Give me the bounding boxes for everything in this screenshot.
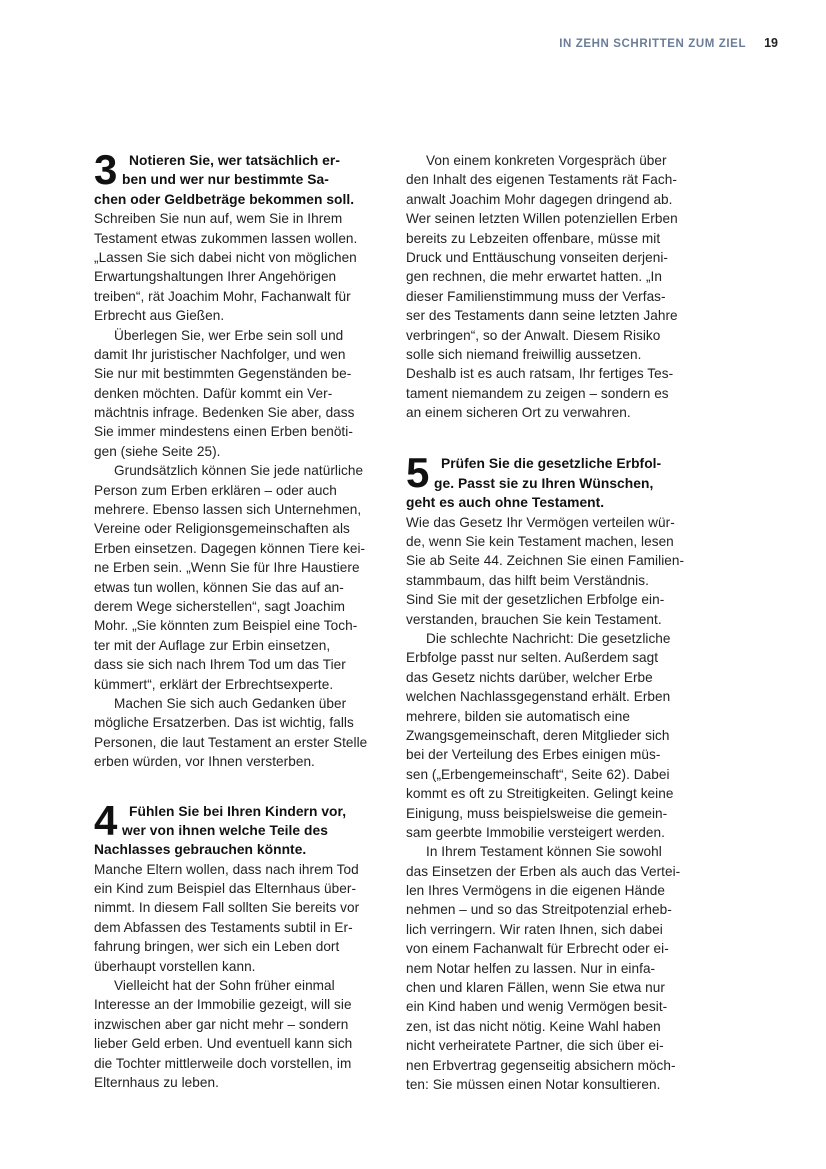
left-column <box>94 146 394 1092</box>
text-line: de, wenn Sie kein Testament machen, lesen <box>406 534 674 550</box>
paragraph <box>94 209 394 325</box>
text-line: welchen Nachlassgegenstand erhält. Erben <box>406 689 671 705</box>
step-heading-line: ben und wer nur bestimmte Sa- <box>122 172 329 188</box>
text-line: fahrung bringen, wer sich ein Leben dort <box>94 939 340 955</box>
paragraph <box>94 694 394 772</box>
step-heading-line: Notieren Sie, wer tatsächlich er- <box>129 153 340 168</box>
text-line: verstanden, brauchen Sie kein Testament. <box>406 611 662 627</box>
running-title: IN ZEHN SCHRITTEN ZUM ZIEL <box>559 38 747 50</box>
section-gap <box>94 772 394 802</box>
step-heading-line: geht es auch ohne Testament. <box>406 495 605 511</box>
text-line: Vielleicht hat der Sohn früher einmal <box>114 978 335 994</box>
text-line: die Tochter mittlerweile doch vorstellen, im <box>94 1055 352 1071</box>
step-number: 5 <box>406 449 429 497</box>
paragraph <box>406 629 706 842</box>
text-line: ein Kind haben und wenig Vermögen besit- <box>406 999 668 1015</box>
step-heading-line: Prüfen Sie die gesetzliche Erbfol- <box>441 456 662 472</box>
paragraph <box>94 860 394 976</box>
text-line: ein Kind zum Beispiel das Elternhaus über- <box>94 881 357 897</box>
text-line: Elternhaus zu leben. <box>94 1074 219 1090</box>
text-line: Mohr. „Sie könnten zum Beispiel eine Toch- <box>94 618 358 634</box>
text-line: Einigung, muss beispielsweise die gemein- <box>406 805 668 821</box>
text-line: In Ihrem Testament können Sie sowohl <box>426 844 662 860</box>
text-line: chen und klaren Fällen, wenn Sie etwa nur <box>406 980 665 996</box>
text-line: Grundsätzlich können Sie jede natürliche <box>114 463 364 479</box>
text-line: kommt es oft zu Streitigkeiten. Gelingt keine <box>406 786 674 802</box>
step-number: 4 <box>94 796 117 844</box>
text-line: Sie nur mit bestimmten Gegenständen be- <box>94 366 352 382</box>
step-heading-line: Nachlasses gebrauchen könnte. <box>94 842 307 858</box>
text-line: Erbrecht aus Gießen. <box>94 308 225 324</box>
text-line: dass sie sich nach Ihrem Tod um das Tier <box>94 657 346 673</box>
text-line: nem Notar helfen zu lassen. Nur in einfa- <box>406 960 656 976</box>
text-line: von einem Fachanwalt für Erbrecht oder ei- <box>406 941 669 957</box>
text-line: den Inhalt des eigenen Testaments rät Fach- <box>406 172 677 188</box>
text-line: derem Wege sicherstellen“, sagt Joachim <box>94 598 346 614</box>
step-heading-line: chen oder Geldbeträge bekommen soll. <box>94 191 355 207</box>
text-line: sen („Erbengemeinschaft“, Seite 62). Dabei <box>406 766 670 782</box>
text-line: dieser Familienstimmung muss der Verfas- <box>406 288 666 304</box>
paragraph <box>406 151 706 422</box>
text-line: sam geerbte Immobilie versteigert werden. <box>406 824 665 840</box>
text-line: bereits zu Lebzeiten offenbare, müsse mit <box>406 230 661 246</box>
text-line: Überlegen Sie, wer Erbe sein soll und <box>114 327 344 343</box>
text-line: Machen Sie sich auch Gedanken über <box>114 695 347 711</box>
text-line: das Einsetzen der Erben als auch das Vertei- <box>406 863 681 879</box>
text-line: ter mit der Auflage zur Erbin einsetzen, <box>94 637 331 653</box>
text-line: mehrere. Ebenso lassen sich Unternehmen, <box>94 502 362 518</box>
text-line: Sie immer mindestens einen Erben benöti- <box>94 424 353 440</box>
text-line: Sind Sie mit der gesetzlichen Erbfolge ein- <box>406 592 665 608</box>
text-line: Deshalb ist es auch ratsam, Ihr fertiges Tes- <box>406 366 674 382</box>
text-line: Erbfolge passt nur selten. Außerdem sagt <box>406 650 659 666</box>
text-line: an einem sicheren Ort zu verwahren. <box>406 405 631 421</box>
text-line: mächtnis infrage. Bedenken Sie aber, dass <box>94 405 355 421</box>
text-line: dem Abfassen des Testaments subtil in Er- <box>94 919 353 935</box>
text-line: Interesse an der Immobilie gezeigt, will sie <box>94 997 352 1013</box>
text-line: verbringen“, so der Anwalt. Diesem Risiko <box>406 327 661 343</box>
step-5-section <box>406 449 706 1094</box>
step-3-section <box>94 146 394 772</box>
text-line: damit Ihr juristischer Nachfolger, und wen <box>94 346 346 362</box>
text-line: mehrere, bilden sie automatisch eine <box>406 708 630 724</box>
step-heading-line: wer von ihnen welche Teile des <box>122 822 328 838</box>
text-line: mögliche Ersatzerben. Das ist wichtig, falls <box>94 715 354 731</box>
text-line: das Gesetz nichts darüber, welcher Erbe <box>406 669 653 685</box>
text-line: Personen, die laut Testament an erster Stelle <box>94 734 368 750</box>
text-line: Von einem konkreten Vorgespräch über <box>426 153 667 168</box>
text-line: Schreiben Sie nun auf, wem Sie in Ihrem <box>94 211 343 227</box>
text-line: gen (siehe Seite 25). <box>94 443 221 459</box>
text-line: nehmen – und so das Streitpotenzial erheb- <box>406 902 672 918</box>
text-line: Erwartungshaltungen Ihrer Angehörigen <box>94 269 337 285</box>
text-line: lich verringern. Wir raten Ihnen, sich dabei <box>406 921 663 937</box>
text-line: ser des Testaments dann seine letzten Jahre <box>406 308 678 324</box>
text-line: ten: Sie müssen einen Notar konsultieren. <box>406 1076 661 1092</box>
text-line: Zwangsgemeinschaft, deren Mitglieder sich <box>406 727 670 743</box>
text-line: solle sich niemand freiwillig aussetzen. <box>406 346 642 362</box>
text-line: denken möchten. Dafür kommt ein Ver- <box>94 385 333 401</box>
text-line: kümmert“, erklärt der Erbrechtsexperte. <box>94 676 334 692</box>
text-line: Wer seinen letzten Willen potenziellen Erben <box>406 211 678 227</box>
text-line: ne Erben sein. „Wenn Sie für Ihre Haustiere <box>94 560 360 576</box>
page-number: 19 <box>764 36 778 50</box>
text-line: etwas tun wollen, können Sie das auf an- <box>94 579 344 595</box>
text-line: Manche Eltern wollen, dass nach ihrem Tod <box>94 861 359 877</box>
text-line: nicht verheiratete Partner, die sich über ei- <box>406 1038 664 1054</box>
running-header <box>559 36 778 50</box>
paragraph <box>94 976 394 1092</box>
text-line: Druck und Enttäuschung vonseiten derjeni- <box>406 249 668 265</box>
text-line: tament niemandem zu zeigen – sondern es <box>406 385 669 401</box>
paragraph <box>406 513 706 629</box>
text-line: len Ihres Vermögens in die eigenen Hände <box>406 883 665 899</box>
text-line: Wie das Gesetz Ihr Vermögen verteilen wür- <box>406 514 675 530</box>
text-line: inzwischen aber gar nicht mehr – sondern <box>94 1016 349 1032</box>
right-column <box>406 151 706 1094</box>
text-line: gen rechnen, die mehr erwartet hatten. „In <box>406 269 662 285</box>
text-line: bei der Verteilung des Erbes einigen müs- <box>406 747 661 763</box>
text-line: zen, ist das nicht nötig. Keine Wahl haben <box>406 1018 661 1034</box>
text-line: Person zum Erben erklären – oder auch <box>94 482 337 498</box>
text-line: Vereine oder Religionsgemeinschaften als <box>94 521 350 537</box>
step-heading-line: ge. Passt sie zu Ihren Wünschen, <box>434 475 654 491</box>
section-gap <box>406 422 706 454</box>
text-line: nimmt. In diesem Fall sollten Sie bereits vor <box>94 900 360 916</box>
paragraph <box>94 326 394 462</box>
text-line: Die schlechte Nachricht: Die gesetzliche <box>426 630 671 646</box>
text-line: erben würden, vor Ihnen versterben. <box>94 754 315 770</box>
step-number: 3 <box>94 146 117 193</box>
text-line: Erben einsetzen. Dagegen können Tiere kei- <box>94 540 366 556</box>
text-line: stammbaum, das hilft beim Verständnis. <box>406 572 649 588</box>
paragraph <box>406 842 706 1094</box>
text-line: Testament etwas zukommen lassen wollen. <box>94 230 358 246</box>
text-line: Sie ab Seite 44. Zeichnen Sie einen Familien- <box>406 553 685 569</box>
text-line: treiben“, rät Joachim Mohr, Fachanwalt für <box>94 288 351 304</box>
text-line: anwalt Joachim Mohr dagegen dringend ab. <box>406 191 673 207</box>
text-line: überhaupt vorstellen kann. <box>94 958 256 974</box>
text-line: lieber Geld erben. Und eventuell kann sich <box>94 1036 353 1052</box>
step-4-section <box>94 796 394 1093</box>
text-line: „Lassen Sie sich dabei nicht von möglichen <box>94 249 357 265</box>
text-line: nen Erbvertrag gegenseitig absichern möch- <box>406 1057 676 1073</box>
paragraph <box>94 461 394 694</box>
step-heading-line: Fühlen Sie bei Ihren Kindern vor, <box>129 803 347 819</box>
